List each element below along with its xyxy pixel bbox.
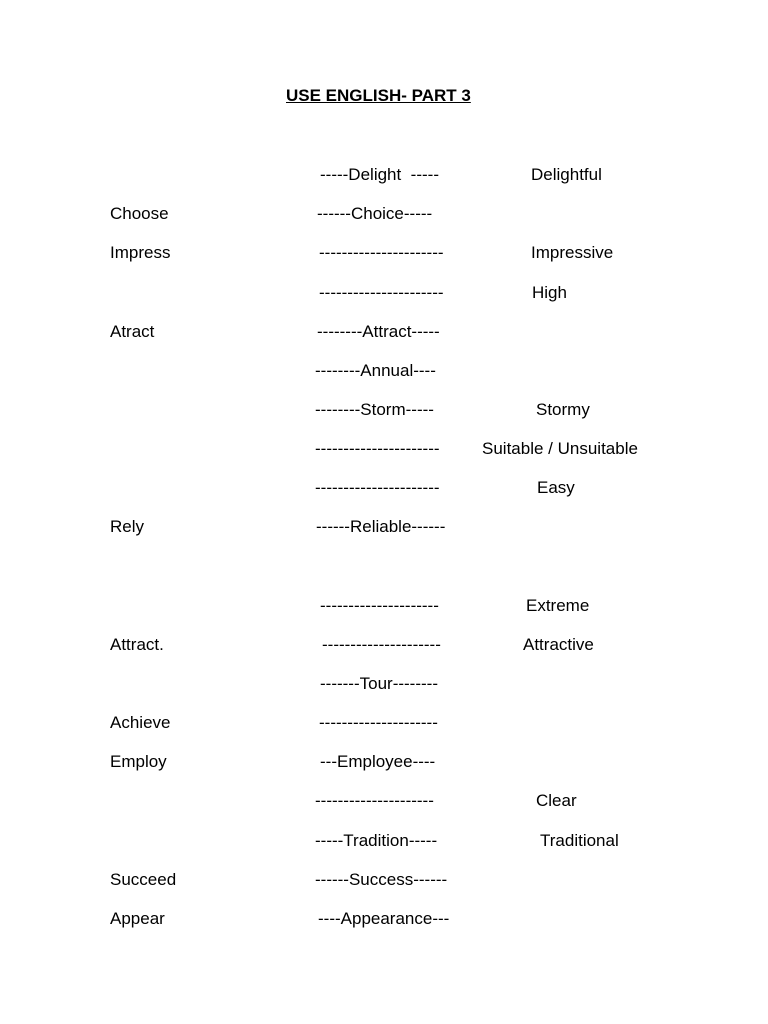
row-9-form: ---------------------- — [315, 478, 440, 497]
row-8-form: ---------------------- — [315, 439, 440, 458]
row-14-form: --------------------- — [319, 713, 438, 732]
row-10-form: ------Reliable------ — [316, 517, 446, 536]
row-11-answer: Extreme — [526, 596, 590, 615]
row-2-word: Choose — [110, 204, 169, 223]
row-11-form: --------------------- — [320, 596, 439, 615]
row-5-form: --------Attract----- — [317, 322, 440, 341]
row-7-form: --------Storm----- — [315, 400, 434, 419]
row-18-word: Succeed — [110, 870, 177, 889]
row-9-answer: Easy — [537, 478, 575, 497]
row-4-form: ---------------------- — [319, 283, 444, 302]
row-3-form: ---------------------- — [319, 243, 444, 262]
row-15-word: Employ — [110, 752, 167, 771]
row-19-form: ----Appearance--- — [318, 909, 450, 928]
row-1-answer: Delightful — [531, 165, 602, 184]
row-12-answer: Attractive — [523, 635, 594, 654]
row-19-word: Appear — [110, 909, 165, 928]
row-16-answer: Clear — [536, 791, 577, 810]
row-14-word: Achieve — [110, 713, 171, 732]
row-7-answer: Stormy — [536, 400, 590, 419]
row-15-form: ---Employee---- — [320, 752, 436, 771]
row-17-answer: Traditional — [540, 831, 619, 850]
row-6-form: --------Annual---- — [315, 361, 436, 380]
row-12-form: --------------------- — [322, 635, 441, 654]
page-title: USE ENGLISH- PART 3 — [286, 86, 471, 105]
row-5-word: Atract — [110, 322, 155, 341]
row-10-word: Rely — [110, 517, 145, 536]
row-4-answer: High — [532, 283, 567, 302]
row-13-form: -------Tour-------- — [320, 674, 438, 693]
row-8-answer: Suitable / Unsuitable — [482, 439, 638, 458]
row-18-form: ------Success------ — [315, 870, 448, 889]
row-1-form: -----Delight ----- — [320, 165, 439, 184]
row-17-form: -----Tradition----- — [315, 831, 438, 850]
row-12-word: Attract. — [110, 635, 164, 654]
row-3-word: Impress — [110, 243, 171, 262]
row-16-form: --------------------- — [315, 791, 434, 810]
row-2-form: ------Choice----- — [317, 204, 433, 223]
row-3-answer: Impressive — [531, 243, 614, 262]
